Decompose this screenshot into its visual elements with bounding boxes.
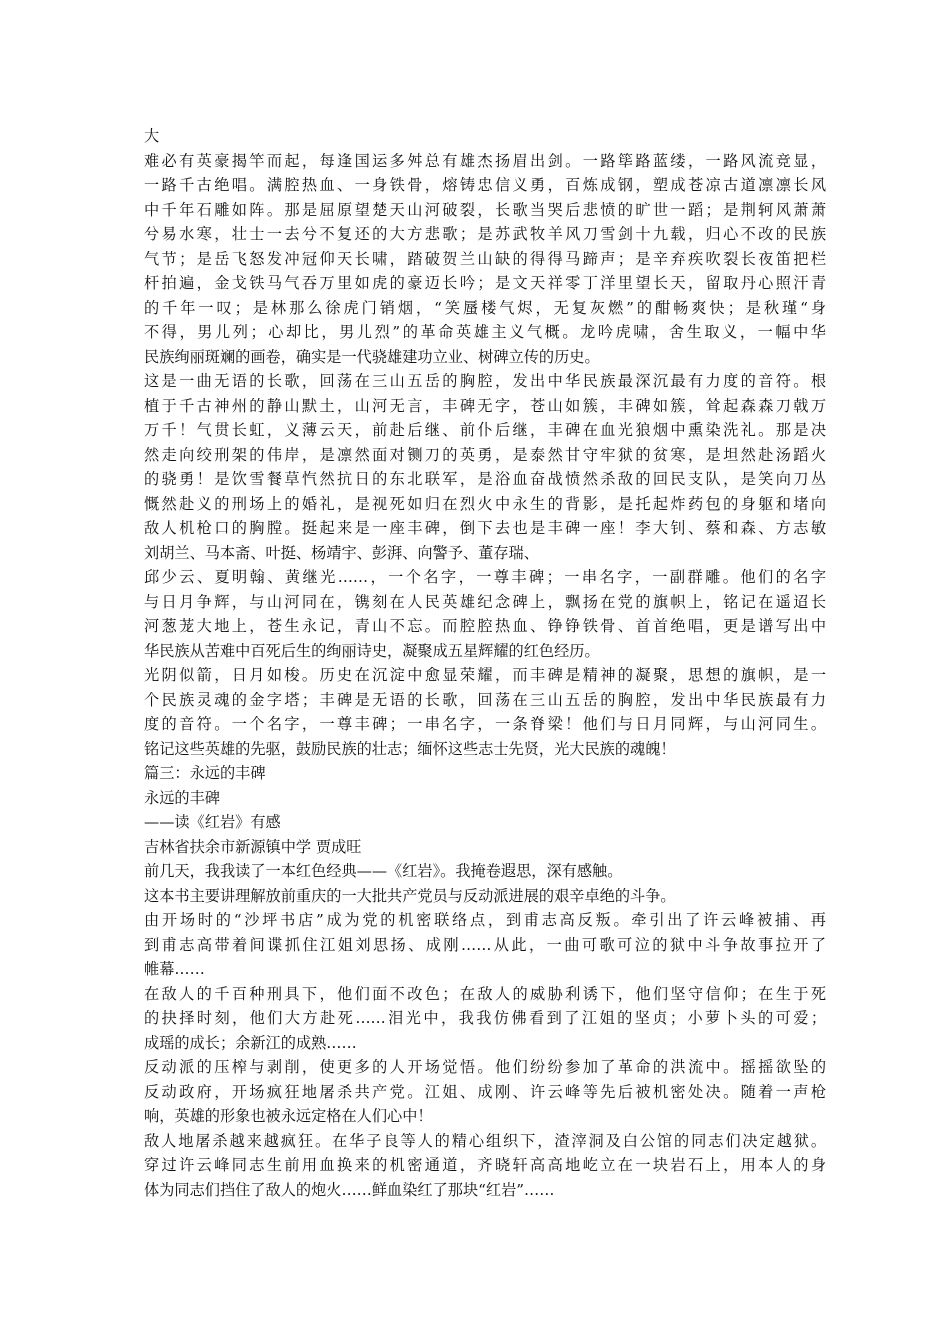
text-line: 前几天，我我读了一本红色经典——《红岩》。我掩卷遐思，深有感触。: [144, 862, 623, 880]
text-line: 一路千古绝唱。满腔热血、一身铁骨，熔铸忠信义勇，百炼成钢，塑成苍凉古道凛凛长风: [144, 176, 826, 194]
text-line: 与日月争辉，与山河同在，镌刻在人民英雄纪念碑上，飘扬在党的旗帜上，铭记在遥迢长: [144, 592, 826, 611]
text-line: 杆拍遍，金戈铁马气吞万里如虎的豪迈长吟；是文天祥零丁洋里望长天，留取丹心照汗青: [144, 274, 826, 292]
text-line: 度的音符。一个名字，一尊丰碑；一串名字，一条脊梁！他们与日月同辉，与山河同生。: [144, 715, 826, 733]
text-line: 反动政府，开场疯狂地屠杀共产党。江姐、成刚、许云峰等先后被机密处决。随着一声枪: [144, 1082, 826, 1101]
text-line: 不得，男儿列；心却比，男儿烈”的革命英雄主义气概。龙吟虎啸，舍生取义，一幅中华: [144, 323, 826, 341]
text-line: 兮易水寒，壮士一去兮不复还的大方悲歌；是苏武牧羊风刀雪剑十九载，归心不改的民族: [144, 225, 826, 243]
text-line: 刘胡兰、马本斋、叶挺、杨靖宇、彭湃、向警予、董存瑞、: [144, 543, 539, 562]
text-line: 敌人机枪口的胸膛。挺起来是一座丰碑，倒下去也是丰碑一座！李大钊、蔡和森、方志敏: [144, 519, 826, 537]
text-line: 植于千古神州的静山默土，山河无言，丰碑无字，苍山如簇，丰碑如簇，耸起森森刀戟万: [144, 396, 826, 415]
text-line: 的千年一叹；是林那么徐虎门销烟，“笑蜃楼气烬，无复灰燃”的酣畅爽快；是秋瑾“身: [144, 298, 826, 317]
text-line: 河葱茏大地上，苍生永记，青山不忘。而腔腔热血、铮铮铁骨、首首绝唱，更是谱写出中: [144, 617, 826, 635]
text-line: 永远的丰碑: [144, 788, 220, 807]
text-line: 响，英雄的形象也被永远定格在人们心中！: [144, 1107, 433, 1125]
text-line: 到甫志高带着间谍抓住江姐刘思扬、成刚……从此，一曲可歌可泣的狱中斗争故事拉开了: [144, 935, 826, 954]
text-line: 在敌人的千百种刑具下，他们面不改色；在敌人的威胁利诱下，他们坚守信仰；在生于死: [144, 984, 826, 1003]
document-body: [144, 124, 826, 1202]
text-line: 体为同志们挡住了敌人的炮火……鲜血染红了那块“红岩”……: [144, 1180, 555, 1199]
text-line: 大: [144, 127, 160, 145]
text-line: 篇三：永远的丰碑: [144, 764, 266, 782]
text-line: 难必有英豪揭竿而起，每逢国运多舛总有雄杰扬眉出剑。一路筚路蓝缕，一路风流竞显，: [144, 151, 826, 170]
text-line: 华民族从苦难中百死后生的绚丽诗史，凝聚成五星辉耀的红色经历。: [144, 641, 600, 660]
text-line: 中千年石雕如阵。那是屈原望楚天山河破裂，长歌当哭后悲愤的旷世一蹈；是荆轲风萧萧: [144, 200, 826, 219]
text-line: 光阴似箭，日月如梭。历史在沉淀中愈显荣耀，而丰碑是精神的凝聚，思想的旗帜，是一: [144, 666, 826, 684]
text-line: 这是一曲无语的长歌，回荡在三山五岳的胸腔，发出中华民族最深沉最有力度的音符。根: [144, 372, 826, 390]
text-line: 个民族灵魂的金字塔；丰碑是无语的长歌，回荡在三山五岳的胸腔，发出中华民族最有力: [144, 690, 826, 709]
text-line: 吉林省扶余市新源镇中学 贾成旺: [144, 837, 362, 856]
text-line: 帷幕……: [144, 960, 205, 978]
text-line: 的骁勇！是饮雪餐草忾然抗日的东北联军，是浴血奋战愤然杀敌的回民支队，是笑向刀丛: [144, 470, 826, 488]
text-line: 然走向绞刑架的伟岸，是凛然面对铡刀的英勇，是泰然甘守牢狱的贫寒，是坦然赴汤蹈火: [144, 445, 826, 464]
text-line: 邱少云、夏明翰、黄继光……，一个名字，一尊丰碑；一串名字，一副群雕。他们的名字: [144, 568, 826, 586]
text-line: 慨然赴义的刑场上的婚礼，是视死如归在烈火中永生的背影，是托起炸药包的身躯和堵向: [144, 494, 826, 513]
text-line: 这本书主要讲理解放前重庆的一大批共产党员与反动派进展的艰辛卓绝的斗争。: [144, 886, 676, 905]
text-line: 成瑶的成长；余新江的成熟……: [144, 1033, 357, 1052]
text-line: 铭记这些英雄的先驱，鼓励民族的壮志；缅怀这些志士先贤，光大民族的魂魄！: [144, 739, 676, 758]
text-line: 敌人地屠杀越来越疯狂。在华子良等人的精心组织下，渣滓洞及白公馆的同志们决定越狱。: [144, 1131, 826, 1150]
text-line: 反动派的压榨与剥削，使更多的人开场觉悟。他们纷纷参加了革命的洪流中。摇摇欲坠的: [144, 1058, 826, 1076]
text-line: 万千！气贯长虹，义薄云天，前赴后继、前仆后继，丰碑在血光狼烟中熏染洗礼。那是决: [144, 421, 826, 439]
text-line: 气节；是岳飞怒发冲冠仰天长啸，踏破贺兰山缺的得得马蹄声；是辛弃疾吹裂长夜笛把栏: [144, 249, 826, 268]
text-line: 由开场时的“沙坪书店”成为党的机密联络点，到甫志高反叛。牵引出了许云峰被捕、再: [144, 911, 826, 929]
text-line: 穿过许云峰同志生前用血换来的机密通道，齐晓轩高高地屹立在一块岩石上，用本人的身: [144, 1156, 826, 1174]
text-line: ——读《红岩》有感: [144, 813, 281, 831]
text-line: 的抉择时刻，他们大方赴死……泪光中，我我仿佛看到了江姐的坚贞；小萝卜头的可爱；: [144, 1009, 826, 1027]
text-line: 民族绚丽斑斓的画卷，确实是一代骁雄建功立业、树碑立传的历史。: [144, 347, 600, 366]
